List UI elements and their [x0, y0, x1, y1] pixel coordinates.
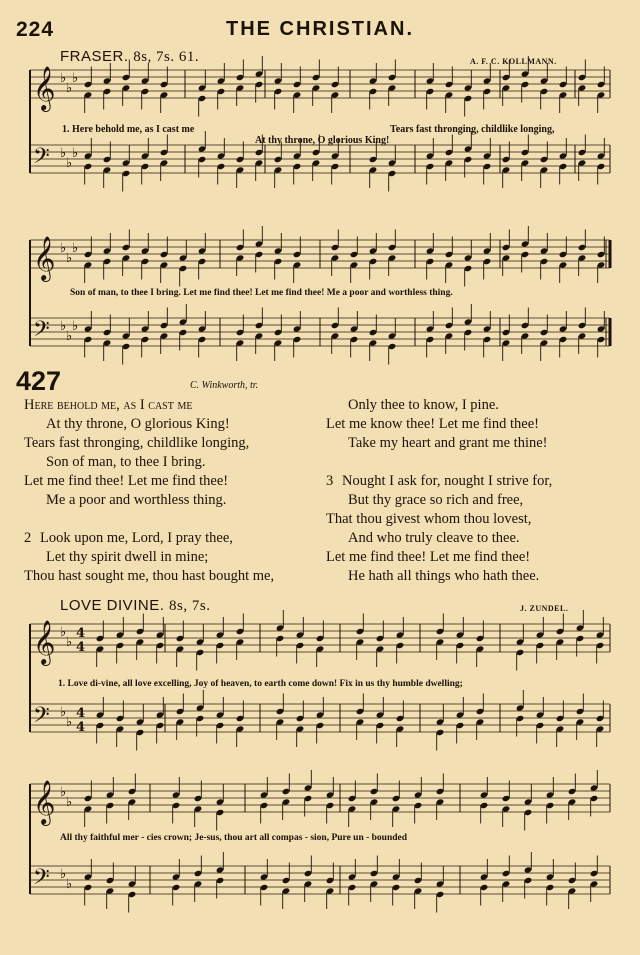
svg-text:♭: ♭: [66, 715, 73, 730]
verse-line: [24, 434, 324, 453]
running-head: THE CHRISTIAN.: [226, 18, 414, 40]
verse-line: [24, 396, 324, 415]
hymn-number: 427: [16, 366, 62, 396]
svg-text:4: 4: [76, 626, 86, 641]
verse-line: [24, 453, 324, 472]
svg-text:♭: ♭: [60, 71, 67, 86]
svg-text:♭: ♭: [60, 785, 67, 800]
verse-line: [24, 567, 324, 586]
verse-text: Tears fast thronging, childlike longing,: [24, 435, 250, 451]
verse-line: [326, 434, 626, 453]
svg-text:♭: ♭: [66, 877, 73, 892]
verse-text: Me a poor and worthless thing.: [46, 492, 227, 508]
verse-line: [24, 529, 324, 548]
verse-line: [326, 548, 626, 567]
verse-line: [24, 472, 324, 491]
svg-text:♭: ♭: [60, 705, 67, 720]
verse-line: [326, 396, 626, 415]
verse-text: [24, 511, 28, 527]
verse-text: Only thee to know, I pine.: [348, 397, 499, 413]
verse-text: [326, 454, 330, 470]
verse-text: He hath all things who hath thee.: [348, 568, 540, 584]
svg-text:♭: ♭: [72, 146, 79, 161]
verse-line: [24, 548, 324, 567]
hymn-translator: C. Winkworth, tr.: [190, 380, 259, 391]
bass-clef: 𝄢: [33, 144, 50, 174]
verse-line: [326, 491, 626, 510]
verse-line: [24, 510, 324, 529]
verse-line: [326, 453, 626, 472]
bass-clef: 𝄢: [33, 317, 50, 347]
treble-clef: 𝄞: [33, 780, 56, 824]
svg-text:♭: ♭: [60, 319, 67, 334]
hymn-column-2: [326, 396, 626, 586]
svg-text:♭: ♭: [66, 251, 73, 266]
verse-text: Let me find thee! Let me find thee!: [326, 549, 531, 565]
verse-text: But thy grace so rich and free,: [348, 492, 524, 508]
tune1-composer: A. F. C. KOLLMANN.: [470, 57, 557, 66]
verse-text: Thou hast sought me, thou hast bought me,: [24, 568, 275, 584]
bass-clef: 𝄢: [33, 865, 50, 895]
hymn-column-1: [24, 396, 324, 586]
verse-line: [326, 529, 626, 548]
svg-text:♭: ♭: [72, 241, 79, 256]
svg-text:4: 4: [76, 640, 86, 655]
verse-text: At thy throne, O glorious King!: [46, 416, 230, 432]
verse-text: Look upon me, Lord, I pray thee,: [40, 530, 233, 546]
verse-line: [326, 415, 626, 434]
tune1-lyric-row1-mid: At thy throne, O glorious King!: [255, 135, 390, 146]
tune1-system2: [20, 228, 620, 368]
verse-number: 3: [326, 473, 334, 489]
svg-text:4: 4: [76, 706, 86, 721]
verse-line: [24, 491, 324, 510]
tune2-system2: [20, 770, 620, 920]
verse-line: [326, 472, 626, 491]
verse-text: That thou givest whom thou lovest,: [326, 511, 532, 527]
svg-text:♭: ♭: [66, 635, 73, 650]
svg-text:♭: ♭: [60, 625, 67, 640]
verse-line: [326, 510, 626, 529]
svg-text:♭: ♭: [66, 329, 73, 344]
svg-text:♭: ♭: [72, 319, 79, 334]
svg-text:♭: ♭: [60, 867, 67, 882]
verse-text: And who truly cleave to thee.: [348, 530, 520, 546]
svg-text:♭: ♭: [60, 146, 67, 161]
verse-text: Son of man, to thee I bring.: [46, 454, 206, 470]
page-number: 224: [16, 18, 55, 41]
verse-number: 2: [24, 530, 32, 546]
treble-clef: 𝄞: [33, 236, 56, 280]
tune2-lyric-row2: All thy faithful mer - cies crown; Je-sus, thou art all compas - sion, Pure un - bounded: [60, 833, 408, 843]
tune2-lyric-row1: 1. Love di-vine, all love excelling, Joy of heaven, to earth come down! Fix in us thy humble dwelling;: [58, 679, 463, 689]
tune1-lyric-row2: Son of man, to thee I bring. Let me find thee! Let me find thee! Me a poor and worthless thing.: [70, 288, 453, 298]
svg-text:4: 4: [76, 720, 86, 735]
verse-text: Take my heart and grant me thine!: [348, 435, 548, 451]
svg-text:♭: ♭: [66, 795, 73, 810]
treble-clef: 𝄞: [33, 620, 56, 664]
svg-text:♭: ♭: [66, 81, 73, 96]
tune1-lyric-row1-left: 1. Here behold me, as I cast me: [62, 124, 195, 135]
tune2-name: LOVE DIVINE.: [60, 597, 165, 614]
bass-clef: 𝄢: [33, 703, 50, 733]
verse-text: Here behold me, as I cast me: [24, 397, 193, 413]
tune1-lyric-row1-right: Tears fast thronging, childlike longing,: [390, 124, 555, 135]
verse-line: [24, 415, 324, 434]
verse-line: [326, 567, 626, 586]
svg-text:♭: ♭: [72, 71, 79, 86]
tune1-meter: 8s, 7s. 61.: [133, 49, 200, 65]
treble-clef: 𝄞: [33, 66, 56, 110]
tune1-name: FRASER.: [60, 48, 129, 65]
svg-text:♭: ♭: [60, 241, 67, 256]
verse-text: Let me know thee! Let me find thee!: [326, 416, 539, 432]
verse-text: Nought I ask for, nought I strive for,: [342, 473, 553, 489]
verse-text: Let me find thee! Let me find thee!: [24, 473, 229, 489]
svg-text:♭: ♭: [66, 156, 73, 171]
tune2-composer: J. ZUNDEL.: [520, 604, 569, 613]
tune2-meter: 8s, 7s.: [169, 598, 211, 614]
verse-text: Let thy spirit dwell in mine;: [46, 549, 209, 565]
